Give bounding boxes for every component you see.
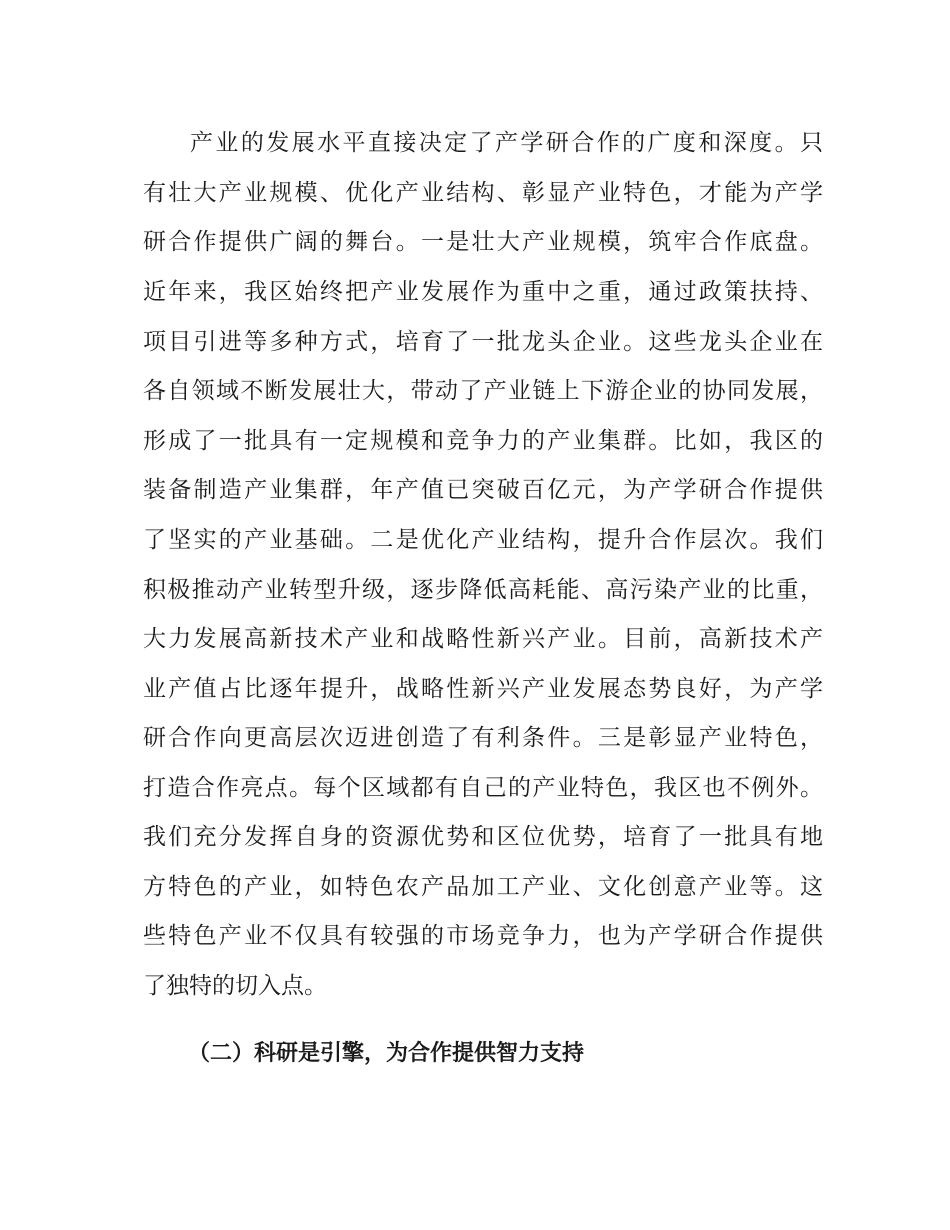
paragraph-line: 各自领域不断发展壮大，带动了产业链上下游企业的协同发展，: [143, 378, 823, 404]
paragraph-line: 我们充分发挥自身的资源优势和区位优势，培育了一批具有地: [143, 824, 823, 850]
paragraph-line: 项目引进等多种方式，培育了一批龙头企业。这些龙头企业在: [143, 329, 823, 355]
paragraph-line: 些特色产业不仅具有较强的市场竞争力，也为产学研合作提供: [143, 923, 823, 949]
paragraph-line: 大力发展高新技术产业和战略性新兴产业。目前，高新技术产: [143, 626, 823, 652]
paragraph-line: 了独特的切入点。: [143, 973, 327, 999]
paragraph-line: 打造合作亮点。每个区域都有自己的产业特色，我区也不例外。: [143, 775, 823, 801]
paragraph-line: 形成了一批具有一定规模和竞争力的产业集群。比如，我区的: [143, 428, 823, 454]
paragraph-line: 近年来，我区始终把产业发展作为重中之重，通过政策扶持、: [143, 279, 823, 305]
paragraph-line: 业产值占比逐年提升，战略性新兴产业发展态势良好，为产学: [143, 676, 823, 702]
paragraph-line: 积极推动产业转型升级，逐步降低高耗能、高污染产业的比重，: [143, 577, 823, 603]
section-heading: （二）科研是引擎，为合作提供智力支持: [188, 1041, 585, 1066]
paragraph-line: 方特色的产业，如特色农产品加工产业、文化创意产业等。这: [143, 874, 823, 900]
paragraph-line: 产业的发展水平直接决定了产学研合作的广度和深度。只: [190, 130, 823, 156]
paragraph-line: 研合作提供广阔的舞台。一是壮大产业规模，筑牢合作底盘。: [143, 229, 823, 255]
paragraph-line: 有壮大产业规模、优化产业结构、彰显产业特色，才能为产学: [143, 180, 823, 206]
paragraph-line: 了坚实的产业基础。二是优化产业结构，提升合作层次。我们: [143, 527, 823, 553]
paragraph-line: 装备制造产业集群，年产值已突破百亿元，为产学研合作提供: [143, 477, 823, 503]
paragraph-line: 研合作向更高层次迈进创造了有利条件。三是彰显产业特色，: [143, 725, 823, 751]
